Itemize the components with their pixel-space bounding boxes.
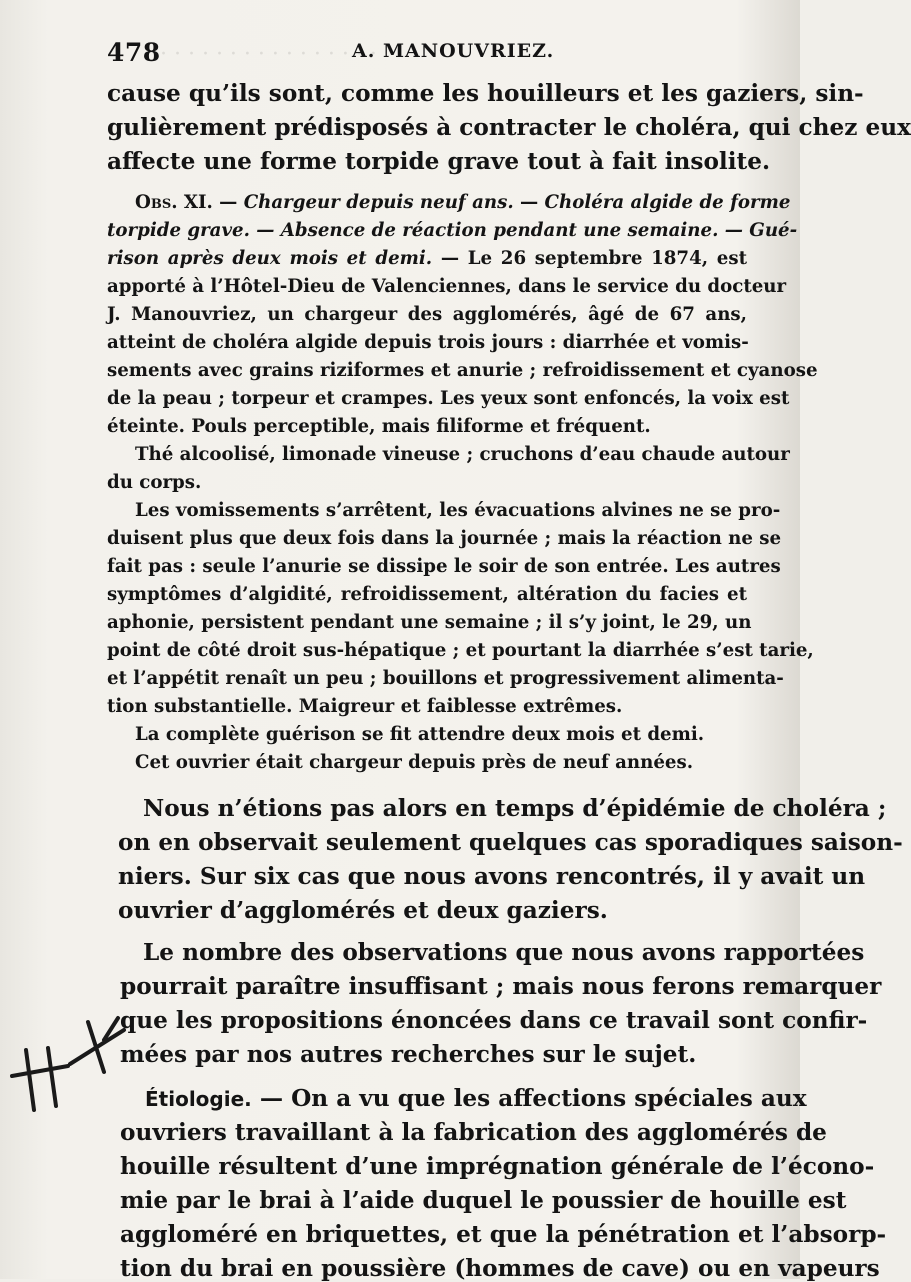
text-line: Le nombre des observations que nous avons rapportées [143, 939, 865, 966]
text-line: Obs. XI. — Chargeur depuis neuf ans. — Choléra algide de forme [135, 192, 791, 213]
text-line: Thé alcoolisé, limonade vineuse ; cruchons d’eau chaude autour [135, 444, 790, 465]
text-line: Nous n’étions pas alors en temps d’épidémie de choléra ; [143, 795, 887, 822]
show-through-ghost: · · · · · · · · · · · · · · · · [160, 42, 377, 67]
text-line: aphonie, persistent pendant une semaine ; il s’y joint, le 29, un [107, 612, 752, 633]
running-title: A. MANOUVRIEZ. [352, 40, 555, 62]
text-line: J. Manouvriez, un chargeur des agglomérés, âgé de 67 ans, [107, 304, 747, 325]
text-line: gulièrement prédisposés à contracter le choléra, qui chez eux [107, 114, 911, 141]
text-line: duisent plus que deux fois dans la journée ; mais la réaction ne se [107, 528, 782, 549]
text-line: tion du brai en poussière (hommes de cave) ou en vapeurs [120, 1255, 880, 1282]
text-line: on en observait seulement quelques cas sporadiques saison- [118, 829, 903, 856]
text-line: cause qu’ils sont, comme les houilleurs et les gaziers, sin- [107, 80, 864, 107]
text-line: pourrait paraître insuffisant ; mais nous ferons remarquer [120, 973, 882, 1000]
text-line: mées par nos autres recherches sur le sujet. [120, 1041, 697, 1068]
text-line: fait pas : seule l’anurie se dissipe le soir de son entrée. Les autres [107, 556, 781, 577]
text-line: atteint de choléra algide depuis trois jours : diarrhée et vomis- [107, 332, 749, 353]
text-line: ouvriers travaillant à la fabrication des agglomérés de [120, 1119, 827, 1146]
text-line: tion substantielle. Maigreur et faiblesse extrêmes. [107, 696, 623, 717]
handwritten-margin-mark [8, 1010, 128, 1120]
text-line: Cet ouvrier était chargeur depuis près de neuf années. [135, 752, 694, 773]
text-line: houille résultent d’une imprégnation générale de l’écono- [120, 1153, 875, 1180]
text-line: et l’appétit renaît un peu ; bouillons et progressivement alimenta- [107, 668, 784, 689]
text-line: du corps. [107, 472, 202, 493]
text-line: torpide grave. — Absence de réaction pendant une semaine. — Gué- [107, 220, 798, 241]
text-line: de la peau ; torpeur et crampes. Les yeux sont enfoncés, la voix est [107, 388, 790, 409]
text-line: que les propositions énoncées dans ce travail sont confir- [120, 1007, 868, 1034]
text-line: affecte une forme torpide grave tout à fait insolite. [107, 148, 771, 175]
text-line: apporté à l’Hôtel-Dieu de Valenciennes, dans le service du docteur [107, 276, 787, 297]
text-line: niers. Sur six cas que nous avons rencontrés, il y avait un [118, 863, 866, 890]
text-line: point de côté droit sus-hépatique ; et pourtant la diarrhée s’est tarie, [107, 640, 814, 661]
text-line: éteinte. Pouls perceptible, mais filiforme et fréquent. [107, 416, 651, 437]
text-line: rison après deux mois et demi. — Le 26 septembre 1874, est [107, 248, 747, 269]
etiology-heading-line: Étiologie. — On a vu que les affections spéciales aux [145, 1085, 807, 1112]
text-line: aggloméré en briquettes, et que la pénétration et l’absorp- [120, 1221, 887, 1248]
etiology-heading: Étiologie. [145, 1087, 252, 1111]
text-line: mie par le brai à l’aide duquel le poussier de houille est [120, 1187, 847, 1214]
text-line: symptômes d’algidité, refroidissement, altération du facies et [107, 584, 747, 605]
page-number: 478 [107, 38, 161, 67]
text-line: sements avec grains riziformes et anurie ; refroidissement et cyanose [107, 360, 818, 381]
page-header [107, 38, 747, 72]
text-line: ouvrier d’agglomérés et deux gaziers. [118, 897, 608, 924]
text-line: Les vomissements s’arrêtent, les évacuations alvines ne se pro- [135, 500, 781, 521]
text-line: La complète guérison se fit attendre deux mois et demi. [135, 724, 705, 745]
